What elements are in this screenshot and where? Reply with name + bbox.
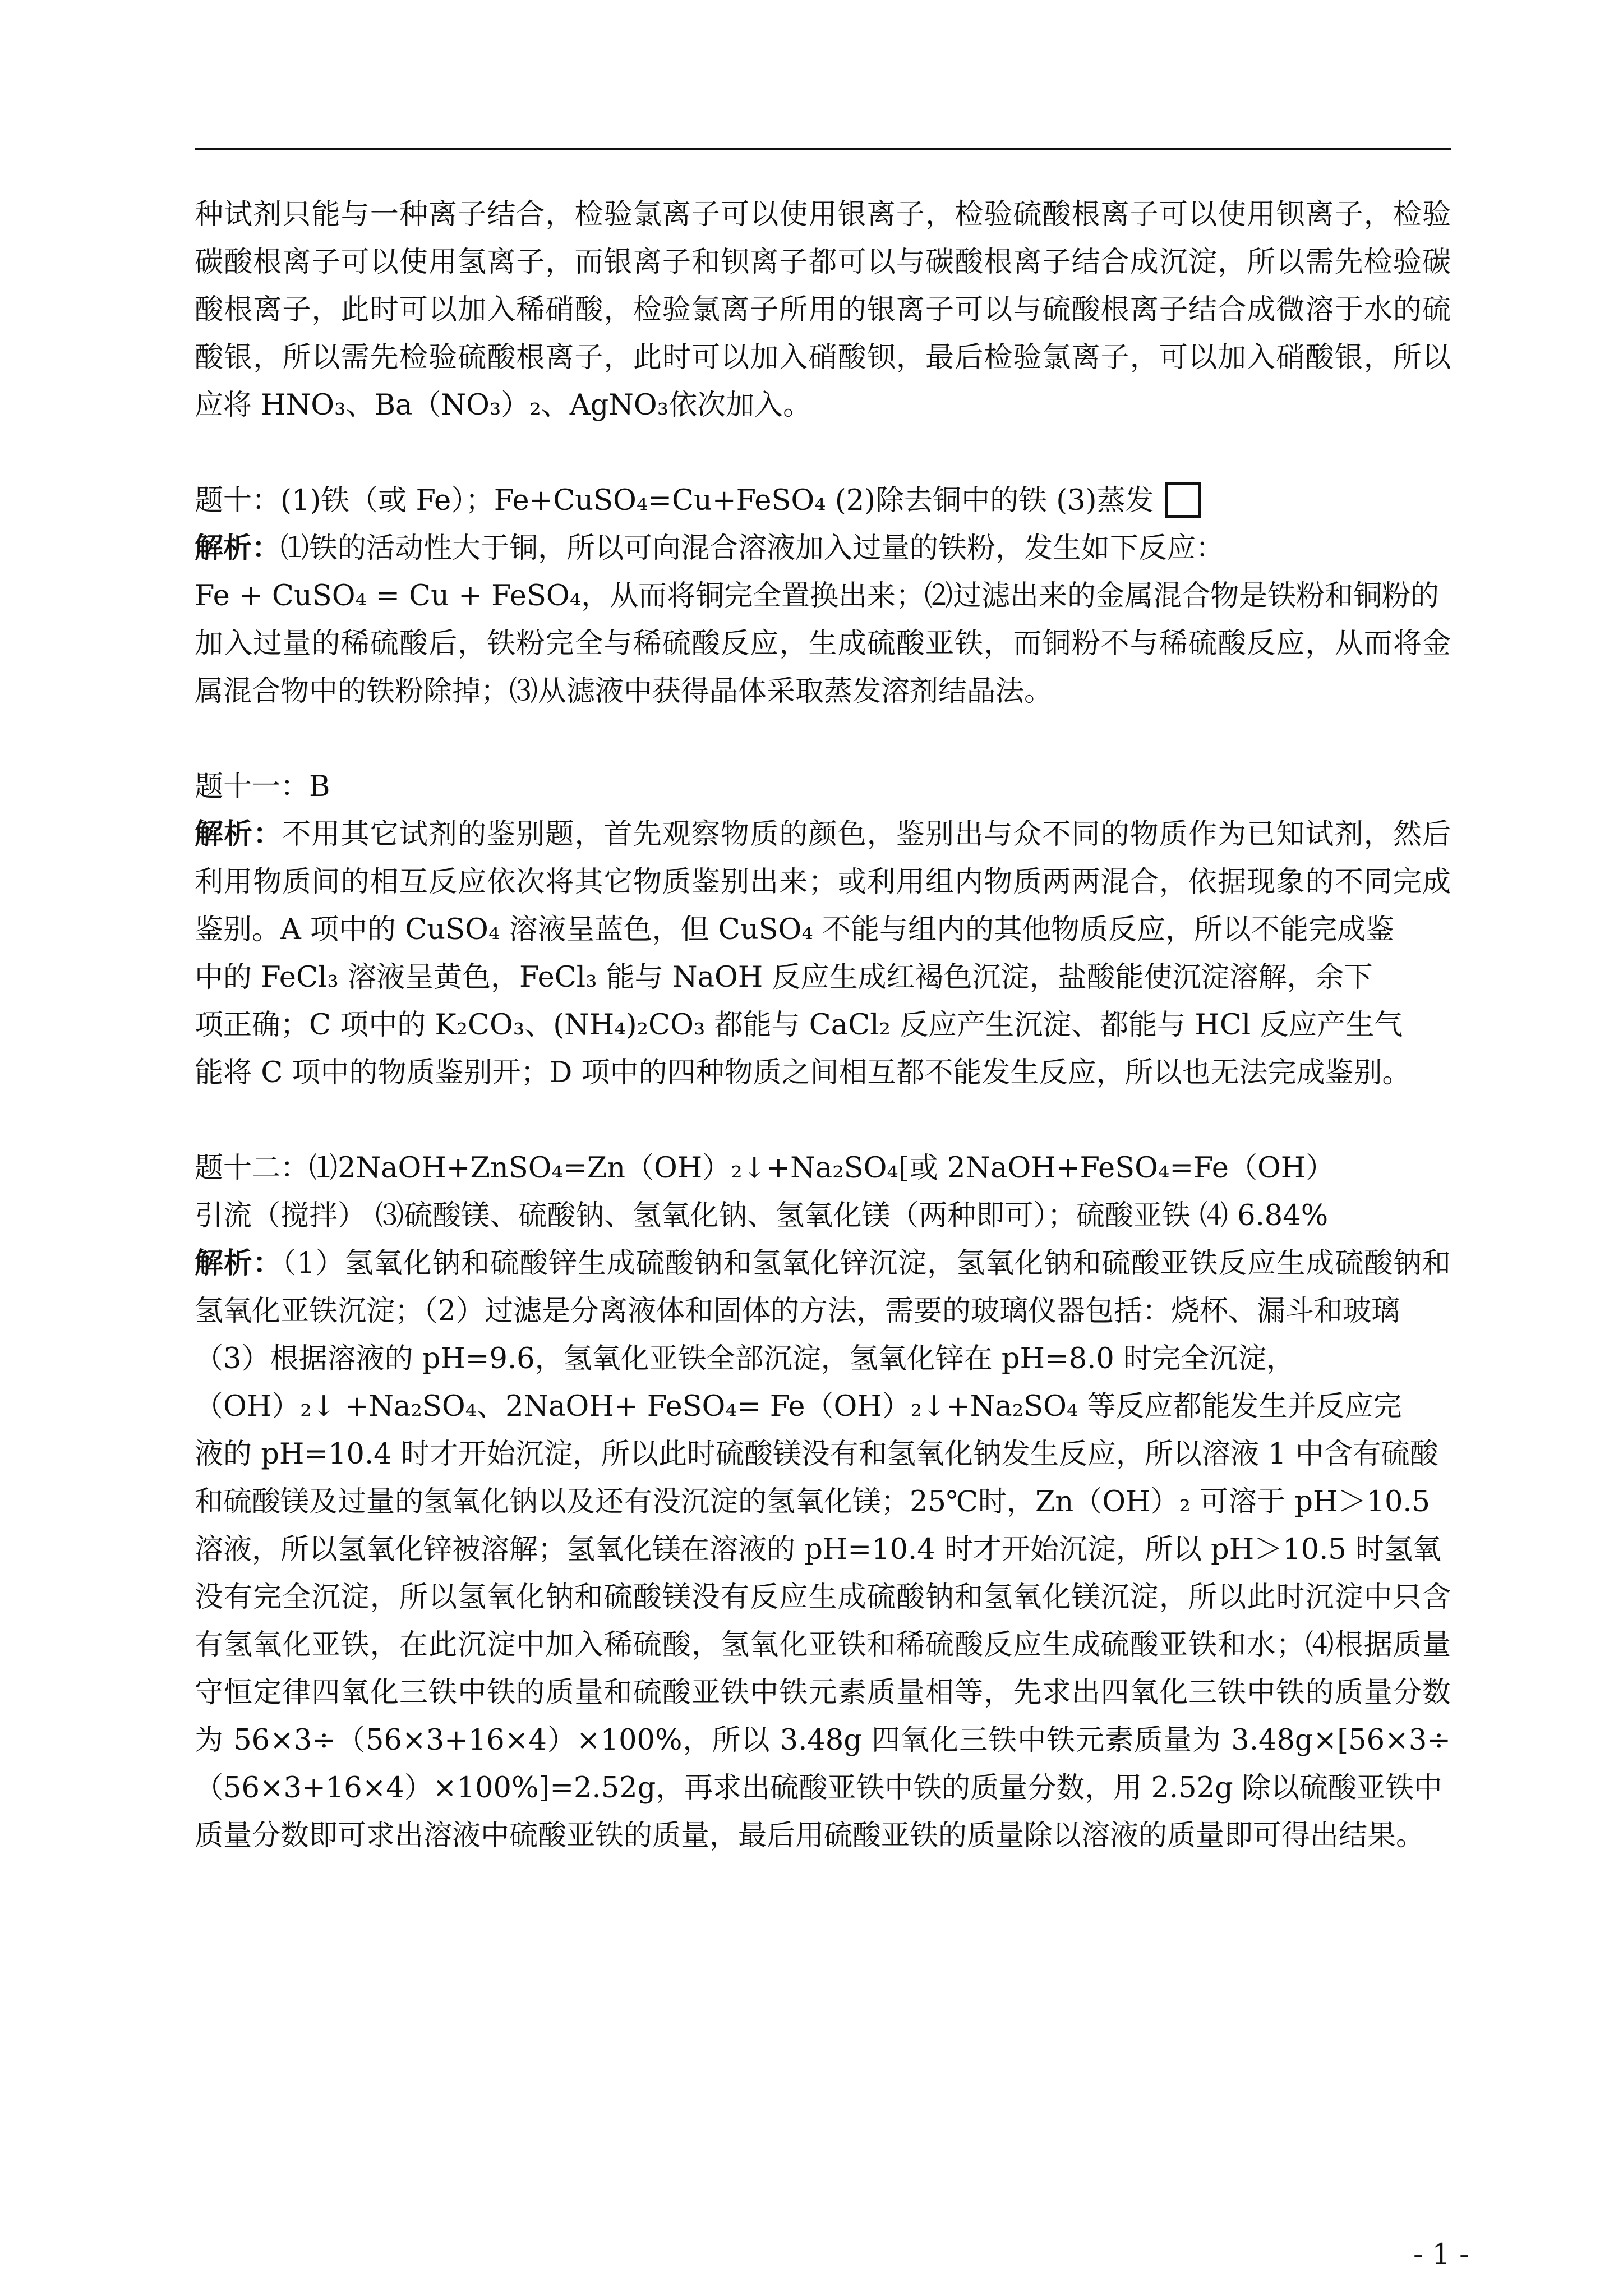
question-10 — [195, 477, 1451, 715]
text-line: 应将 HNO₃、Ba（NO₃）₂、AgNO₃依次加入。 — [195, 389, 812, 422]
text-line: 守恒定律四氧化三铁中铁的质量和硫酸亚铁中铁元素质量相等，先求出四氧化三铁中铁的质量分数 — [195, 1676, 1451, 1709]
text-line: 和硫酸镁及过量的氢氧化钠以及还有没沉淀的氢氧化镁；25℃时，Zn（OH）₂ 可溶于 pH＞10.5 — [195, 1485, 1431, 1519]
text-line: 利用物质间的相互反应依次将其它物质鉴别出来；或利用组内物质两两混合，依据现象的不同完成 — [195, 866, 1451, 899]
text-line: 项正确；C 项中的 K₂CO₃、(NH₄)₂CO₃ 都能与 CaCl₂ 反应产生沉淀、都能与 HCl 反应产生气 — [195, 1009, 1403, 1042]
answer-line — [195, 477, 1451, 524]
text-line: 液的 pH=10.4 时才开始沉淀，所以此时硫酸镁没有和氢氧化钠发生反应，所以溶液 1 中含有硫酸 — [195, 1438, 1438, 1471]
analysis-label: 解析： — [195, 1246, 282, 1280]
analysis-text: ⑴铁的活动性大于铜，所以可向混合溶液加入过量的铁粉，发生如下反应： — [280, 532, 1225, 565]
analysis-label: 解析： — [195, 817, 283, 851]
text-line: 氢氧化亚铁沉淀；（2）过滤是分离液体和固体的方法，需要的玻璃仪器包括：烧杯、漏斗和玻璃 — [195, 1295, 1400, 1328]
text-line: 加入过量的稀硫酸后，铁粉完全与稀硫酸反应，生成硫酸亚铁，而铜粉不与稀硫酸反应，从而将金 — [195, 627, 1451, 660]
text-line: 种试剂只能与一种离子结合，检验氯离子可以使用银离子，检验硫酸根离子可以使用钡离子，检验 — [195, 198, 1451, 231]
analysis-first-line — [195, 1240, 1451, 1287]
text-line: 能将 C 项中的物质鉴别开；D 项中的四种物质之间相互都不能发生反应，所以也无法完成鉴别。 — [195, 1056, 1411, 1089]
text-line: 鉴别。A 项中的 CuSO₄ 溶液呈蓝色，但 CuSO₄ 不能与组内的其他物质反应，所以不能完成鉴 — [195, 913, 1395, 946]
question-11 — [195, 763, 1451, 1097]
question-12 — [195, 1144, 1451, 1860]
text-line: （3）根据溶液的 pH=9.6，氢氧化亚铁全部沉淀，氢氧化锌在 pH=8.0 时完全沉淀， — [195, 1342, 1295, 1375]
answer-text: 题十：(1)铁（或 Fe）；Fe+CuSO₄=Cu+FeSO₄ (2)除去铜中的铁 (3)蒸发 — [195, 484, 1154, 517]
text-line: 酸银，所以需先检验硫酸根离子，此时可以加入硝酸钡，最后检验氯离子，可以加入硝酸银，所以 — [195, 341, 1451, 374]
answer-line: 题十二：⑴2NaOH+ZnSO₄=Zn（OH）₂↓+Na₂SO₄[或 2NaOH+FeSO₄=Fe（OH） — [195, 1152, 1335, 1185]
analysis-first-line — [195, 524, 1451, 572]
analysis-text: 不用其它试剂的鉴别题，首先观察物质的颜色，鉴别出与众不同的物质作为已知试剂，然后 — [282, 818, 1451, 851]
analysis-text: （1）氢氧化钠和硫酸锌生成硫酸钠和氢氧化锌沉淀，氢氧化钠和硫酸亚铁反应生成硫酸钠和 — [282, 1247, 1451, 1280]
text-line: 碳酸根离子可以使用氢离子，而银离子和钡离子都可以与碳酸根离子结合成沉淀，所以需先检验碳 — [195, 246, 1451, 279]
analysis-first-line — [195, 811, 1451, 858]
text-line: 酸根离子，此时可以加入稀硝酸，检验氯离子所用的银离子可以与硫酸根离子结合成微溶于水的硫 — [195, 293, 1451, 326]
answer-line: 题十一：B — [195, 770, 330, 803]
text-line: 质量分数即可求出溶液中硫酸亚铁的质量，最后用硫酸亚铁的质量除以溶液的质量即可得出结果。 — [195, 1819, 1425, 1852]
answer-line: 引流（搅拌） ⑶硫酸镁、硫酸钠、氢氧化钠、氢氧化镁（两种即可）；硫酸亚铁 ⑷ 6.84% — [195, 1199, 1329, 1232]
text-line: 有氢氧化亚铁，在此沉淀中加入稀硫酸，氢氧化亚铁和稀硫酸反应生成硫酸亚铁和水；⑷根据质量 — [195, 1628, 1451, 1662]
document-body — [195, 191, 1451, 1907]
text-line: 溶液，所以氢氧化锌被溶解；氢氧化镁在溶液的 pH=10.4 时才开始沉淀，所以 pH＞10.5 时氢氧 — [195, 1533, 1441, 1566]
text-line: 属混合物中的铁粉除掉；⑶从滤液中获得晶体采取蒸发溶剂结晶法。 — [195, 675, 1053, 708]
empty-checkbox-icon — [1165, 482, 1201, 518]
header-rule — [195, 148, 1451, 150]
analysis-label: 解析： — [195, 531, 281, 565]
text-line: （56×3+16×4）×100%]=2.52g，再求出硫酸亚铁中铁的质量分数，用 2.52g 除以硫酸亚铁中 — [195, 1772, 1442, 1805]
text-line: 没有完全沉淀，所以氢氧化钠和硫酸镁没有反应生成硫酸钠和氢氧化镁沉淀，所以此时沉淀中只含 — [195, 1581, 1451, 1614]
text-line: （OH）₂↓ +Na₂SO₄、2NaOH+ FeSO₄= Fe（OH）₂↓+Na₂SO₄ 等反应都能发生并反应完 — [195, 1390, 1402, 1423]
page-number: - 1 - — [1413, 2238, 1469, 2271]
paragraph-continued-analysis — [195, 191, 1451, 429]
text-line: Fe + CuSO₄ = Cu + FeSO₄，从而将铜完全置换出来；⑵过滤出来的金属混合物是铁粉和铜粉的 — [195, 579, 1440, 613]
text-line: 中的 FeCl₃ 溶液呈黄色，FeCl₃ 能与 NaOH 反应生成红褐色沉淀，盐酸能使沉淀溶解，余下 — [195, 961, 1373, 994]
text-line: 为 56×3÷（56×3+16×4）×100%，所以 3.48g 四氧化三铁中铁元素质量为 3.48g×[56×3÷ — [195, 1724, 1451, 1757]
